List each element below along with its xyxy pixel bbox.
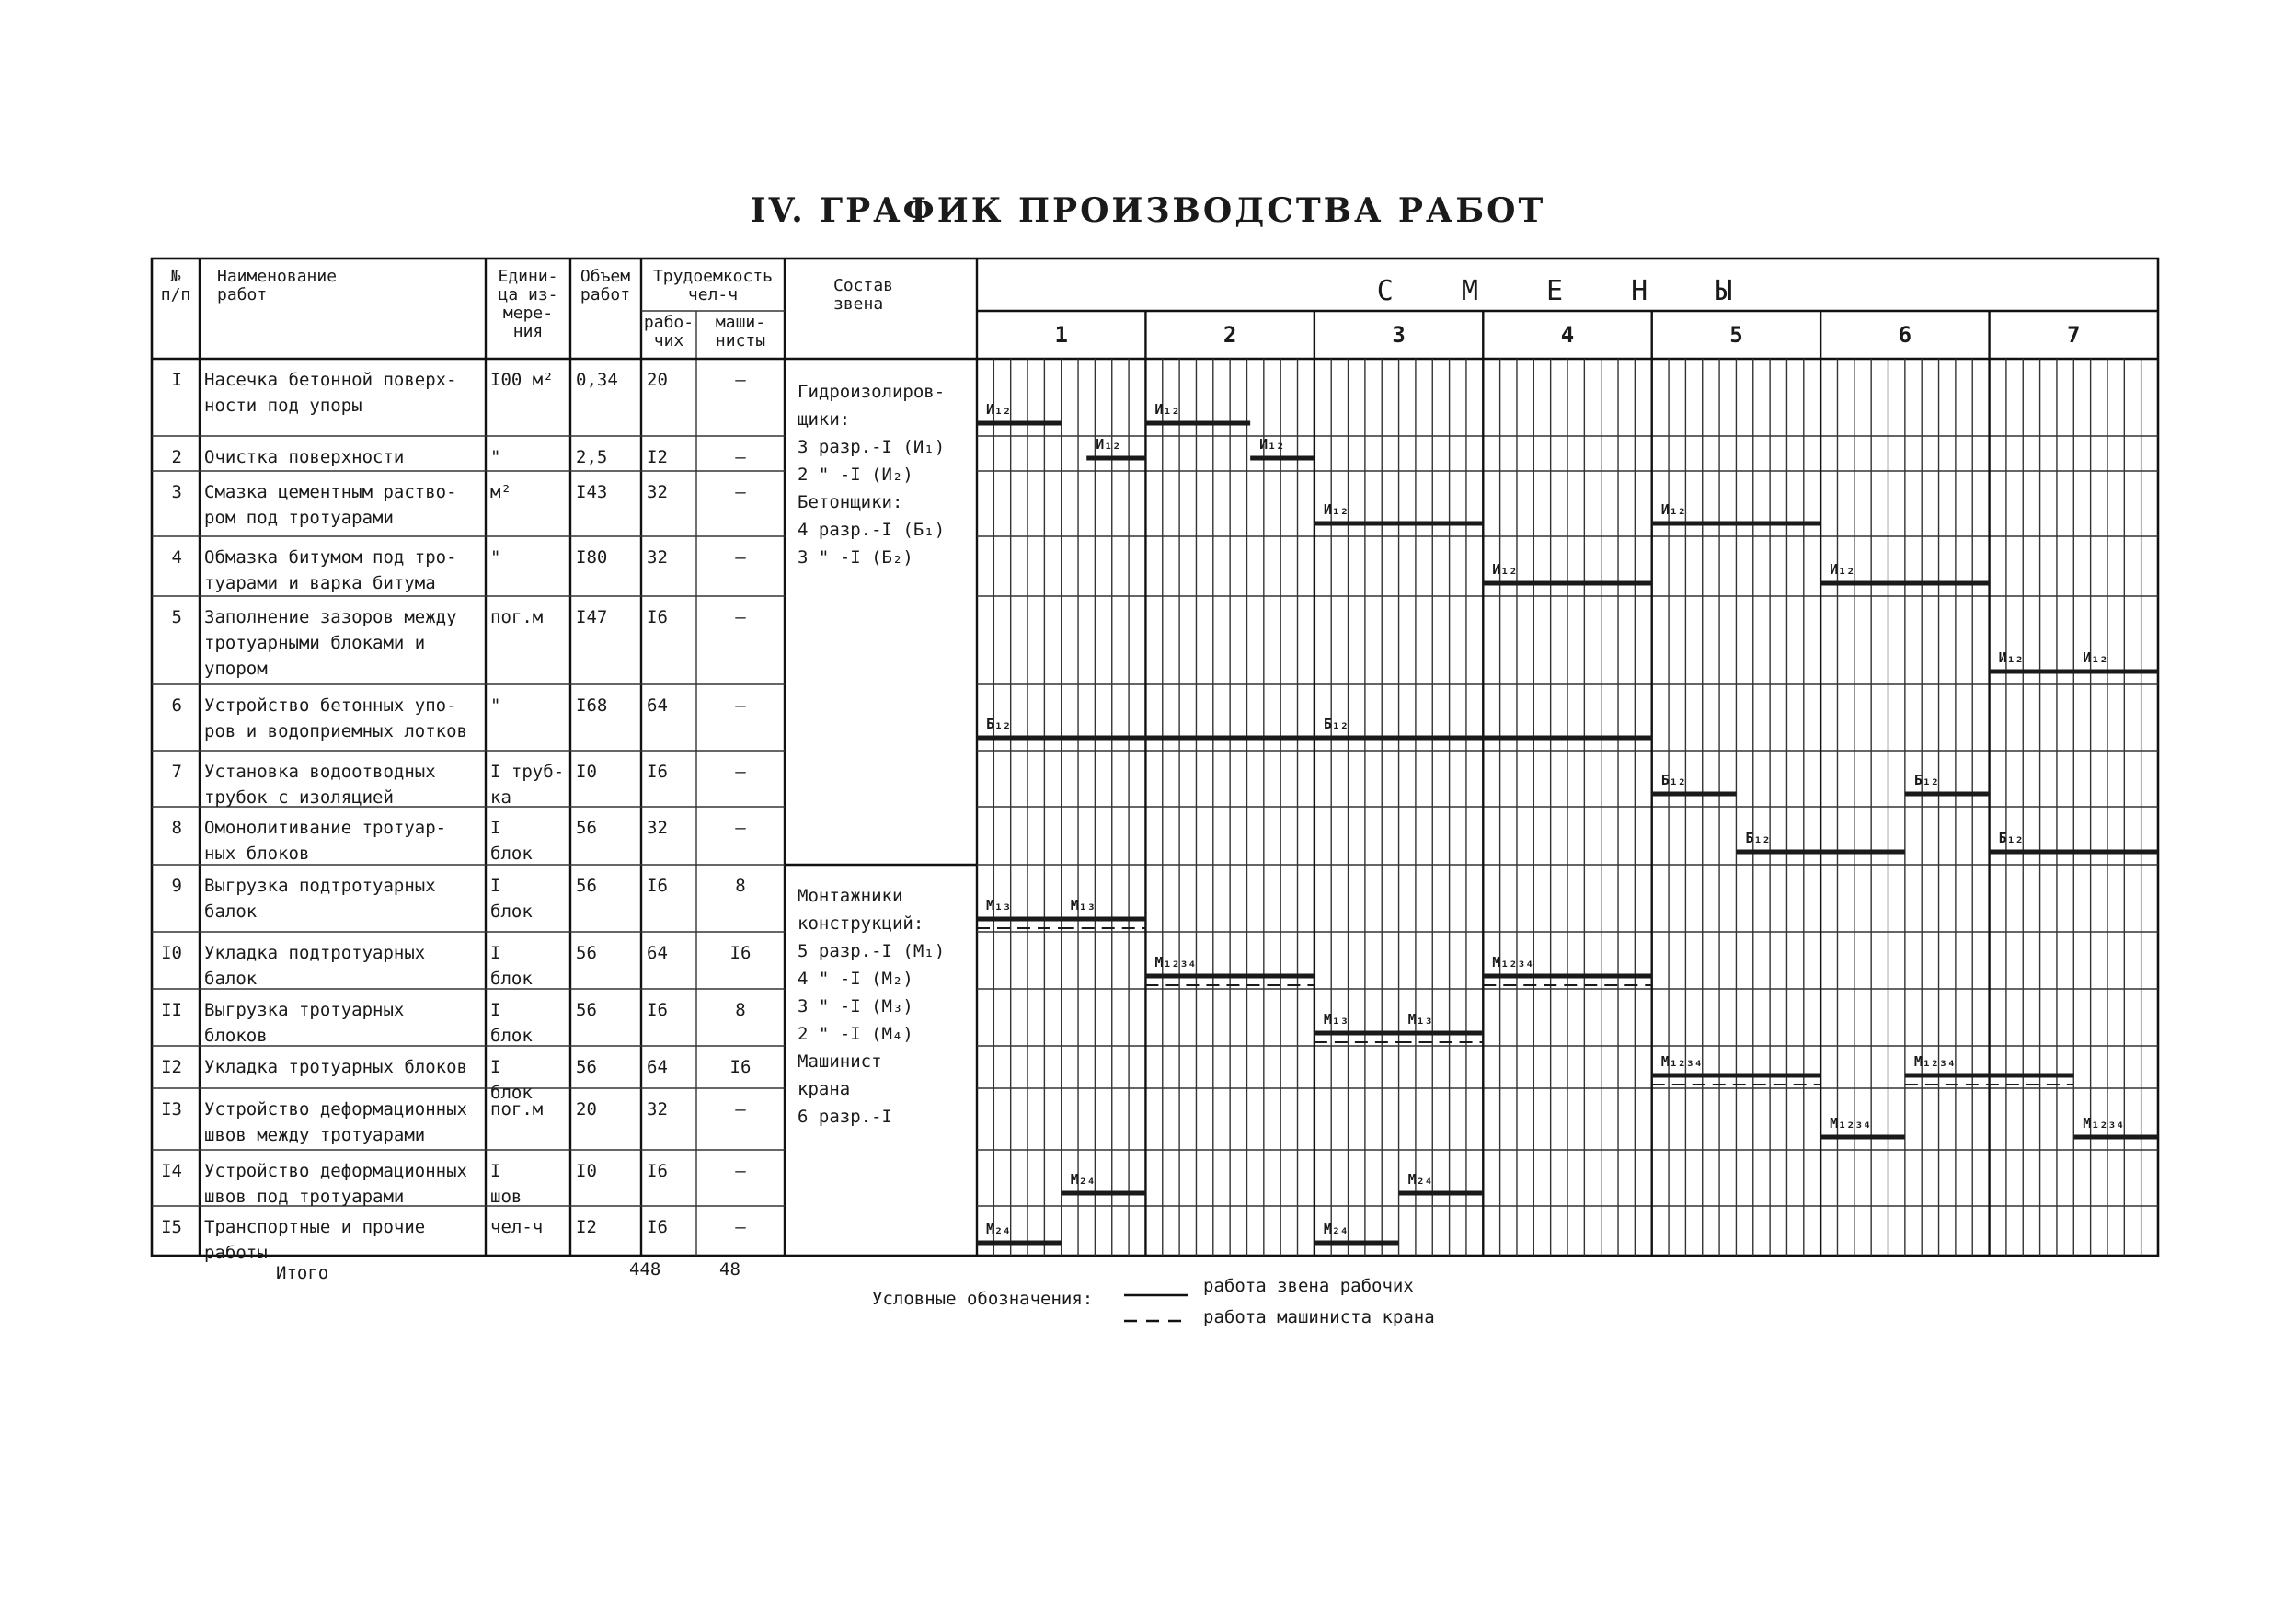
- crew-line: 6 разр.-I: [798, 1107, 892, 1127]
- row-unit: блок: [490, 1083, 533, 1103]
- header-num: п/п: [160, 285, 191, 304]
- bar-label: Б₁₂: [1745, 830, 1771, 846]
- row-unit: блок: [490, 844, 533, 864]
- header-workers: рабо-: [643, 313, 695, 332]
- row-unit: I: [490, 1000, 501, 1020]
- bar-label: М₁₂₃₄: [2083, 1115, 2125, 1131]
- row-volume: 56: [576, 1000, 597, 1020]
- header-name: Наименование: [217, 267, 338, 286]
- header-volume: работ: [580, 285, 631, 304]
- bar-label: М₁₂₃₄: [1913, 1053, 1957, 1070]
- row-workers: 64: [647, 1057, 668, 1077]
- crew-line: 4 " -I (М₂): [798, 969, 913, 989]
- header-machinists: нисты: [715, 331, 766, 350]
- row-num: 5: [171, 607, 182, 627]
- row-name: Выгрузка тротуарных: [204, 1000, 405, 1020]
- row-name: Устройство деформационных: [204, 1099, 467, 1120]
- row-unit: пог.м: [490, 607, 544, 627]
- row-volume: 56: [576, 876, 597, 896]
- row-volume: 56: [576, 943, 597, 963]
- row-unit: I: [490, 1161, 501, 1181]
- bar-label: М₁₃: [986, 897, 1012, 913]
- legend-title: Условные обозначения:: [872, 1289, 1094, 1309]
- row-name: Обмазка битумом под тро-: [204, 547, 457, 568]
- row-num: II: [161, 1000, 182, 1020]
- crew-line: конструкций:: [798, 913, 924, 934]
- header-shifts: С М Е Н Ы: [1376, 275, 1759, 307]
- bar-label: Б₁₂: [1913, 772, 1939, 788]
- row-machinists: 8: [735, 1000, 746, 1020]
- row-unit: блок: [490, 969, 533, 989]
- row-name: Насечка бетонной поверх-: [204, 370, 457, 390]
- crew-line: 3 " -I (Б₂): [798, 547, 913, 568]
- row-workers: I6: [647, 762, 668, 782]
- row-volume: 56: [576, 818, 597, 838]
- row-machinists: I6: [729, 943, 752, 963]
- crew-line: Машинист: [798, 1051, 882, 1072]
- header-volume: Объем: [580, 267, 631, 286]
- row-num: I: [171, 370, 182, 390]
- bar-label: И₁₂: [1096, 436, 1121, 453]
- row-workers: 64: [647, 695, 668, 716]
- bar-label: И₁₂: [986, 401, 1012, 418]
- row-volume: I47: [576, 607, 608, 627]
- row-num: 7: [171, 762, 182, 782]
- bar-label: И₁₂: [1154, 401, 1180, 418]
- bar-label: М₂₄: [1323, 1221, 1349, 1237]
- crew-line: 3 разр.-I (И₁): [798, 437, 946, 457]
- row-name: упором: [204, 659, 268, 679]
- crew-line: Монтажники: [798, 886, 903, 906]
- crew-line: 3 " -I (М₃): [798, 996, 913, 1016]
- row-unit: блок: [490, 901, 533, 922]
- row-unit: ": [490, 447, 501, 467]
- legend-workers: работа звена рабочих: [1203, 1276, 1414, 1296]
- row-machinists: –: [735, 1161, 746, 1181]
- crew-line: 2 " -I (М₄): [798, 1024, 913, 1044]
- bar-label: И₁₂: [1830, 561, 1855, 578]
- header-labor: Трудоемкость: [652, 267, 774, 286]
- crew-line: крана: [798, 1079, 851, 1099]
- row-num: I3: [161, 1099, 182, 1120]
- row-workers: 32: [647, 1099, 668, 1120]
- row-name: Укладка подтротуарных: [204, 943, 426, 963]
- shift-number: 2: [1223, 322, 1237, 348]
- row-unit: I: [490, 818, 501, 838]
- legend: [276, 1259, 1435, 1327]
- row-machinists: I6: [729, 1057, 752, 1077]
- row-workers: I6: [647, 876, 668, 896]
- row-workers: I6: [647, 1161, 668, 1181]
- row-volume: I0: [576, 1161, 597, 1181]
- total-label: Итого: [276, 1263, 329, 1283]
- bar-label: М₁₂₃₄: [1492, 954, 1534, 970]
- row-name: Установка водоотводных: [204, 762, 436, 782]
- row-machinists: –: [735, 370, 746, 390]
- row-name: Укладка тротуарных блоков: [204, 1057, 467, 1077]
- row-name: тротуарными блоками и: [204, 633, 426, 653]
- row-unit: пог.м: [490, 1099, 544, 1120]
- row-volume: I43: [576, 482, 608, 502]
- row-name: Транспортные и прочие: [204, 1217, 426, 1237]
- bar-label: И₁₂: [1323, 501, 1349, 518]
- row-num: I5: [161, 1217, 182, 1237]
- row-volume: 2,5: [576, 447, 608, 467]
- row-num: I0: [161, 943, 182, 963]
- bar-label: М₁₂₃₄: [1660, 1053, 1703, 1070]
- row-name: ности под упоры: [204, 396, 362, 416]
- table-text: [161, 267, 2081, 1263]
- row-name: Очистка поверхности: [204, 447, 405, 467]
- row-unit: I: [490, 1057, 501, 1077]
- row-workers: I6: [647, 1217, 668, 1237]
- row-num: 6: [171, 695, 182, 716]
- header-labor: чел-ч: [687, 285, 739, 304]
- row-volume: 20: [576, 1099, 597, 1120]
- header-machinists: маши-: [715, 313, 766, 332]
- row-unit: I: [490, 876, 501, 896]
- bar-label: М₁₂₃₄: [1830, 1115, 1872, 1131]
- row-name: Выгрузка подтротуарных: [204, 876, 436, 896]
- crew-line: 2 " -I (И₂): [798, 465, 913, 485]
- bar-label: М₁₂₃₄: [1154, 954, 1197, 970]
- header-workers: чих: [653, 331, 684, 350]
- bar-label: Б₁₂: [986, 716, 1012, 732]
- row-num: 3: [171, 482, 182, 502]
- row-machinists: –: [735, 762, 746, 782]
- header-unit: ца из-: [498, 285, 558, 304]
- row-unit: чел-ч: [490, 1217, 544, 1237]
- row-unit: I00 м²: [490, 370, 554, 390]
- bar-label: И₁₂: [1259, 436, 1285, 453]
- total-workers: 448: [629, 1259, 661, 1280]
- row-name: ром под тротуарами: [204, 508, 394, 528]
- row-name: туарами и варка битума: [204, 573, 436, 593]
- bar-label: И₁₂: [2083, 649, 2108, 666]
- bar-label: Б₁₂: [1998, 830, 2024, 846]
- shift-number: 4: [1560, 322, 1575, 348]
- legend-crane: работа машиниста крана: [1203, 1307, 1435, 1327]
- bar-label: И₁₂: [1492, 561, 1518, 578]
- row-name: балок: [204, 969, 258, 989]
- row-machinists: –: [735, 607, 746, 627]
- row-machinists: 8: [735, 876, 746, 896]
- row-name: трубок с изоляцией: [204, 787, 394, 808]
- row-name: швов между тротуарами: [204, 1125, 426, 1145]
- shift-number: 5: [1729, 322, 1743, 348]
- row-unit: I труб-: [490, 762, 565, 782]
- header-unit: ния: [512, 322, 544, 341]
- row-workers: 32: [647, 818, 668, 838]
- header-crew: звена: [833, 294, 884, 314]
- shift-number: 3: [1392, 322, 1406, 348]
- row-unit: блок: [490, 1026, 533, 1046]
- header-unit: Едини-: [498, 267, 558, 286]
- row-name: швов под тротуарами: [204, 1187, 405, 1207]
- row-machinists: –: [735, 447, 746, 467]
- bar-label: Б₁₂: [1660, 772, 1686, 788]
- header-unit: мере-: [502, 304, 554, 323]
- row-num: I4: [161, 1161, 182, 1181]
- row-num: 2: [171, 447, 182, 467]
- header-num: №: [170, 267, 181, 286]
- row-name: ров и водоприемных лотков: [204, 721, 467, 741]
- row-name: Устройство деформационных: [204, 1161, 467, 1181]
- row-num: 8: [171, 818, 182, 838]
- row-machinists: –: [735, 818, 746, 838]
- crew-line: Гидроизолиров-: [798, 382, 946, 402]
- row-num: 9: [171, 876, 182, 896]
- crew-line: щики:: [798, 409, 851, 430]
- row-name: Омонолитивание тротуар-: [204, 818, 447, 838]
- header-name: работ: [217, 285, 268, 304]
- row-volume: 0,34: [576, 370, 618, 390]
- page-title: IV. ГРАФИК ПРОИЗВОДСТВА РАБОТ: [750, 191, 1546, 230]
- row-machinists: –: [735, 695, 746, 716]
- bar-label: М₂₄: [986, 1221, 1012, 1237]
- row-name: Устройство бетонных упо-: [204, 695, 457, 716]
- bar-label: М₂₄: [1070, 1171, 1096, 1188]
- bar-label: М₁₃: [1323, 1011, 1349, 1028]
- shift-number: 1: [1054, 322, 1068, 348]
- row-machinists: –: [735, 547, 746, 568]
- row-volume: 56: [576, 1057, 597, 1077]
- row-volume: I0: [576, 762, 597, 782]
- row-name: Смазка цементным раство-: [204, 482, 457, 502]
- row-name: Заполнение зазоров между: [204, 607, 457, 627]
- row-machinists: –: [735, 1099, 746, 1120]
- crew-line: Бетонщики:: [798, 492, 903, 512]
- header-crew: Состав: [833, 276, 894, 295]
- row-volume: I80: [576, 547, 608, 568]
- row-workers: 64: [647, 943, 668, 963]
- shift-number: 6: [1898, 322, 1912, 348]
- row-workers: 20: [647, 370, 668, 390]
- bar-label: М₁₃: [1407, 1011, 1433, 1028]
- row-machinists: –: [735, 482, 746, 502]
- row-name: работы: [204, 1243, 268, 1263]
- row-volume: I68: [576, 695, 608, 716]
- row-workers: I2: [647, 447, 668, 467]
- crew-line: 4 разр.-I (Б₁): [798, 520, 946, 540]
- bar-label: М₁₃: [1070, 897, 1096, 913]
- row-unit: I: [490, 943, 501, 963]
- row-name: блоков: [204, 1026, 268, 1046]
- bar-label: И₁₂: [1660, 501, 1686, 518]
- row-workers: 32: [647, 482, 668, 502]
- row-unit: ка: [490, 787, 511, 808]
- crew-line: 5 разр.-I (М₁): [798, 941, 946, 961]
- row-unit: шов: [490, 1187, 522, 1207]
- shift-number: 7: [2067, 322, 2081, 348]
- total-machinists: 48: [719, 1259, 740, 1280]
- row-unit: ": [490, 695, 501, 716]
- row-name: балок: [204, 901, 258, 922]
- bar-label: Б₁₂: [1323, 716, 1349, 732]
- bar-label: М₂₄: [1407, 1171, 1433, 1188]
- row-unit: ": [490, 547, 501, 568]
- bar-label: И₁₂: [1998, 649, 2024, 666]
- row-num: I2: [161, 1057, 182, 1077]
- row-workers: I6: [647, 1000, 668, 1020]
- row-unit: м²: [490, 482, 511, 502]
- row-machinists: –: [735, 1217, 746, 1237]
- row-workers: 32: [647, 547, 668, 568]
- row-num: 4: [171, 547, 182, 568]
- row-workers: I6: [647, 607, 668, 627]
- row-volume: I2: [576, 1217, 597, 1237]
- row-name: ных блоков: [204, 844, 310, 864]
